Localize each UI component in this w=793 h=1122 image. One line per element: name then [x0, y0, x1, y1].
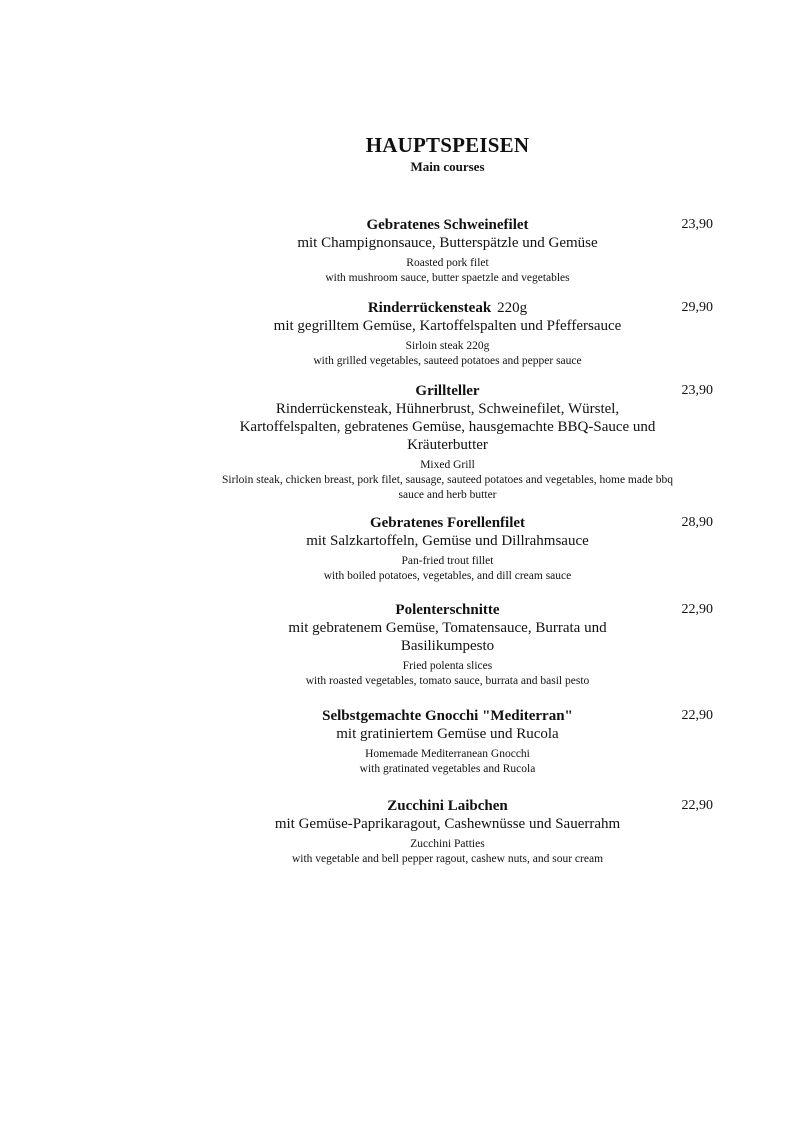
dish-price: 28,90 — [681, 515, 713, 530]
dish-name-en: Fried polenta slices — [402, 660, 493, 672]
dish-description-de: Rinderrückensteak, Hühnerbrust, Schweinefilet, Würstel, Kartoffelspalten, gebratenes Gemüse, hausgemachte BBQ-Sauce und Kräuterbutter — [239, 401, 656, 453]
dish-name: Rinderrückensteak — [367, 300, 492, 316]
dish-english-block — [220, 837, 675, 867]
menu-item-grillteller — [220, 382, 675, 503]
dish-description-en: with roasted vegetables, tomato sauce, burrata and basil pesto — [305, 675, 590, 687]
menu-item-rinderrueckensteak — [220, 299, 675, 369]
dish-english-block — [220, 339, 675, 369]
dish-english-block — [220, 659, 675, 689]
page-title: HAUPTSPEISEN — [365, 133, 530, 157]
menu-item-polenterschnitte — [220, 601, 675, 689]
dish-description-en: Sirloin steak, chicken breast, pork filet, sausage, sauteed potatoes and vegetables, home made bbq sauce and herb butter — [222, 474, 673, 501]
dish-description-de: mit Champignonsauce, Butterspätzle und Gemüse — [297, 235, 598, 251]
menu-item-schweinefilet — [220, 216, 675, 286]
dish-name-en: Zucchini Patties — [410, 838, 485, 850]
menu-item-gnocchi — [220, 707, 675, 777]
dish-price: 23,90 — [681, 217, 713, 232]
dish-name: Selbstgemachte Gnocchi "Mediterran" — [322, 708, 573, 724]
dish-description-en: with grilled vegetables, sauteed potatoes and pepper sauce — [313, 355, 582, 367]
dish-english-block — [220, 256, 675, 286]
dish-price: 22,90 — [681, 602, 713, 617]
dish-price: 22,90 — [681, 708, 713, 723]
dish-name: Grillteller — [415, 383, 480, 399]
dish-english-block — [220, 458, 675, 503]
dish-english-block — [220, 554, 675, 584]
dish-description-de: mit gebratenem Gemüse, Tomatensauce, Burrata und Basilikumpesto — [288, 620, 607, 654]
dish-name: Polenterschnitte — [395, 602, 500, 618]
dish-description-de: mit Gemüse-Paprikaragout, Cashewnüsse und Sauerrahm — [274, 816, 621, 832]
dish-name: Zucchini Laibchen — [387, 798, 508, 814]
dish-name-en: Sirloin steak 220g — [405, 340, 490, 352]
dish-description-de: mit Salzkartoffeln, Gemüse und Dillrahmsauce — [306, 533, 589, 549]
dish-name: Gebratenes Forellenfilet — [369, 515, 526, 531]
dish-description-de: mit gegrilltem Gemüse, Kartoffelspalten und Pfeffersauce — [273, 318, 622, 334]
dish-name-en: Mixed Grill — [420, 459, 475, 471]
dish-name-en: Pan-fried trout fillet — [401, 555, 494, 567]
dish-english-block — [220, 747, 675, 777]
dish-weight: 220g — [497, 300, 528, 316]
menu-item-zucchini-laibchen — [220, 797, 675, 867]
dish-price: 29,90 — [681, 300, 713, 315]
dish-description-en: with mushroom sauce, butter spaetzle and vegetables — [325, 272, 570, 284]
menu-item-forellenfilet — [220, 514, 675, 584]
dish-name-en: Homemade Mediterranean Gnocchi — [365, 748, 530, 760]
menu-header — [0, 133, 793, 175]
dish-description-en: with vegetable and bell pepper ragout, cashew nuts, and sour cream — [291, 853, 604, 865]
dish-price: 23,90 — [681, 383, 713, 398]
dish-name: Gebratenes Schweinefilet — [366, 217, 529, 233]
page-subtitle: Main courses — [410, 159, 485, 174]
dish-name-en: Roasted pork filet — [406, 257, 489, 269]
dish-name-line — [220, 299, 675, 317]
dish-price: 22,90 — [681, 798, 713, 813]
dish-description-de: mit gratiniertem Gemüse und Rucola — [336, 726, 559, 742]
dish-description-en: with boiled potatoes, vegetables, and dill cream sauce — [323, 570, 572, 582]
dish-description-en: with gratinated vegetables and Rucola — [359, 763, 536, 775]
